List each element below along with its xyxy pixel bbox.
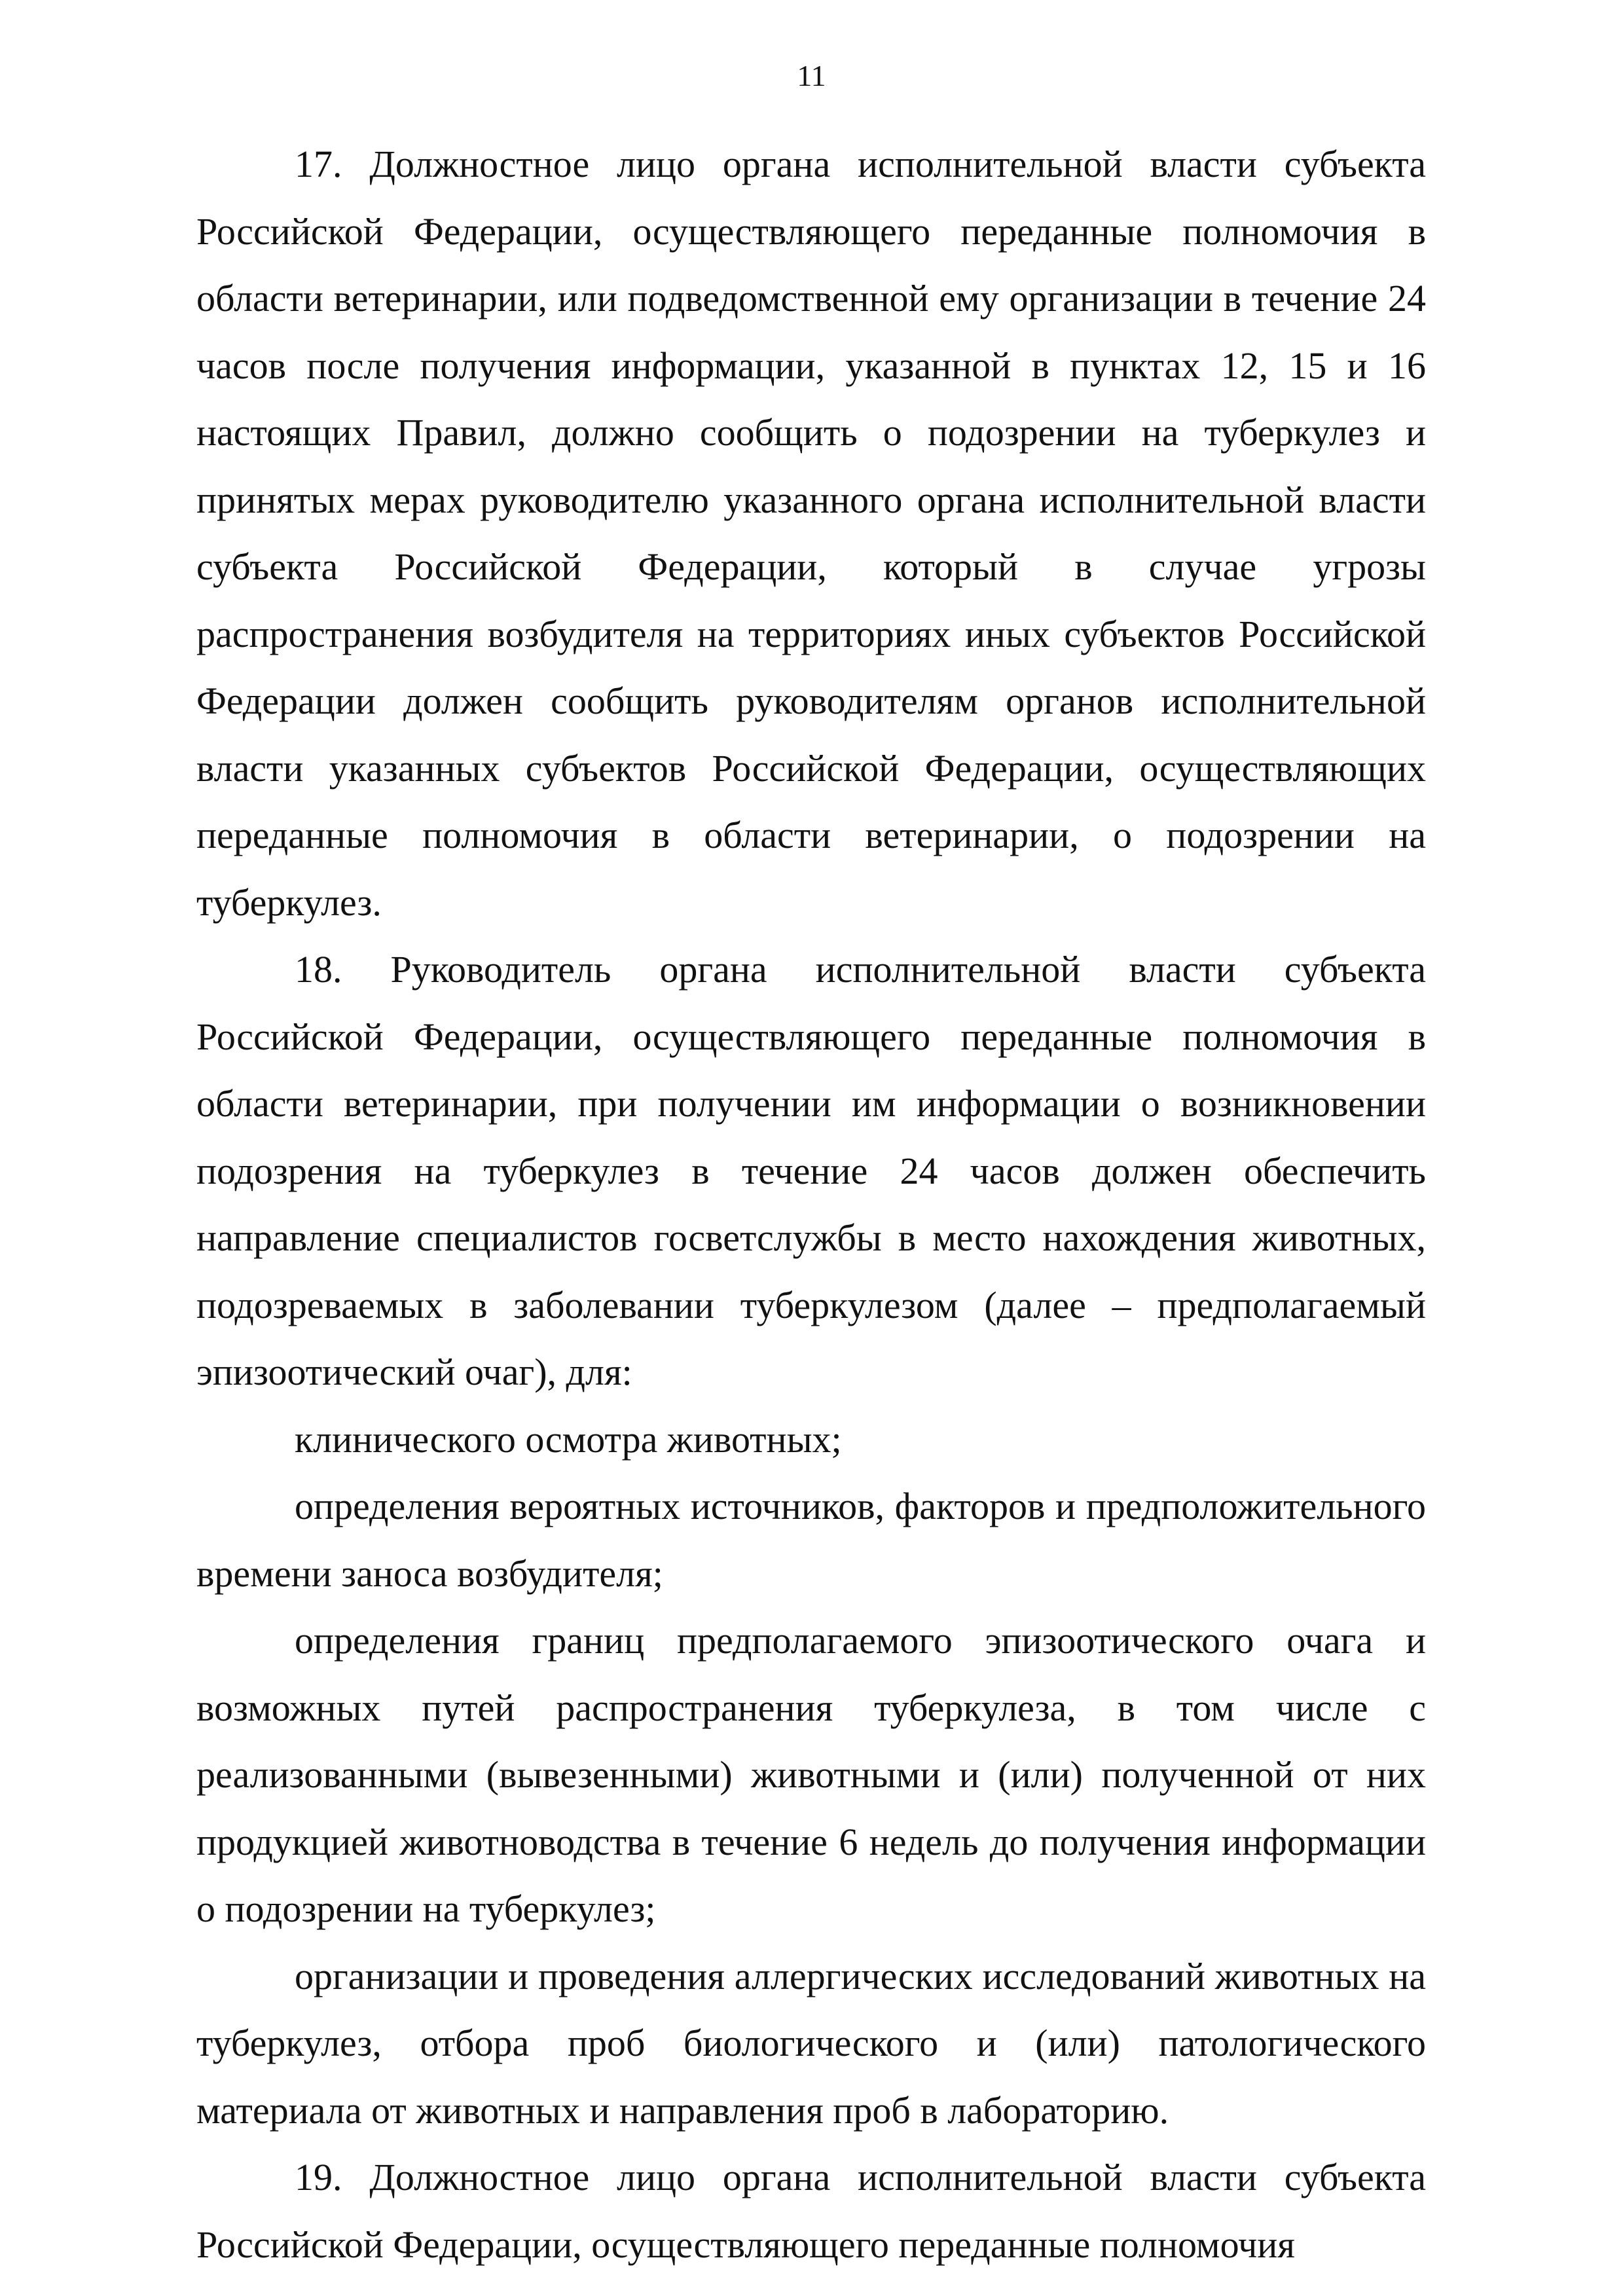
paragraph-18-item-4: организации и проведения аллергических исследований животных на туберкулез, отбора проб биологического и (или) патологического материала от животных и направления проб в лабораторию.	[196, 1954, 1426, 2132]
paragraph-18: 18. Руководитель органа исполнительной власти субъекта Российской Федерации, осуществляющего переданные полномочия в области ветеринарии, при получении им информации о возникновении подозрения на туберкулез в течение 24 часов должен обеспечить направление специалистов госветслужбы в место нахождения животных, подозреваемых в заболевании туберкулезом (далее – предполагаемый эпизоотический очаг), для:	[196, 948, 1426, 1393]
paragraph-17: 17. Должностное лицо органа исполнительной власти субъекта Российской Федерации, осуществляющего переданные полномочия в области ветеринарии, или подведомственной ему организации в течение 24 часов после получения информации, указанной в пунктах 12, 15 и 16 настоящих Правил, должно сообщить о подозрении на туберкулез и принятых мерах руководителю указанного органа исполнительной власти субъекта Российской Федерации, который в случае угрозы распространения возбудителя на территориях иных субъектов Российской Федерации должен сообщить руководителям органов исполнительной власти указанных субъектов Российской Федерации, осуществляющих переданные полномочия в области ветеринарии, о подозрении на туберкулез.	[196, 143, 1426, 924]
paragraph-19: 19. Должностное лицо органа исполнительной власти субъекта Российской Федерации, осуществляющего переданные полномочия	[196, 2156, 1426, 2266]
paragraph-18-item-2: определения вероятных источников, факторов и предположительного времени заноса возбудителя;	[196, 1485, 1426, 1595]
page-number: 11	[797, 59, 826, 92]
paragraph-18-item-3: определения границ предполагаемого эпизоотического очага и возможных путей распространения туберкулеза, в том числе с реализованными (вывезенными) животными и (или) полученной от них продукцией животноводства в течение 6 недель до получения информации о подозрении на туберкулез;	[196, 1619, 1426, 1930]
paragraph-18-item-1: клинического осмотра животных;	[295, 1417, 842, 1461]
document-body	[196, 131, 1426, 2278]
